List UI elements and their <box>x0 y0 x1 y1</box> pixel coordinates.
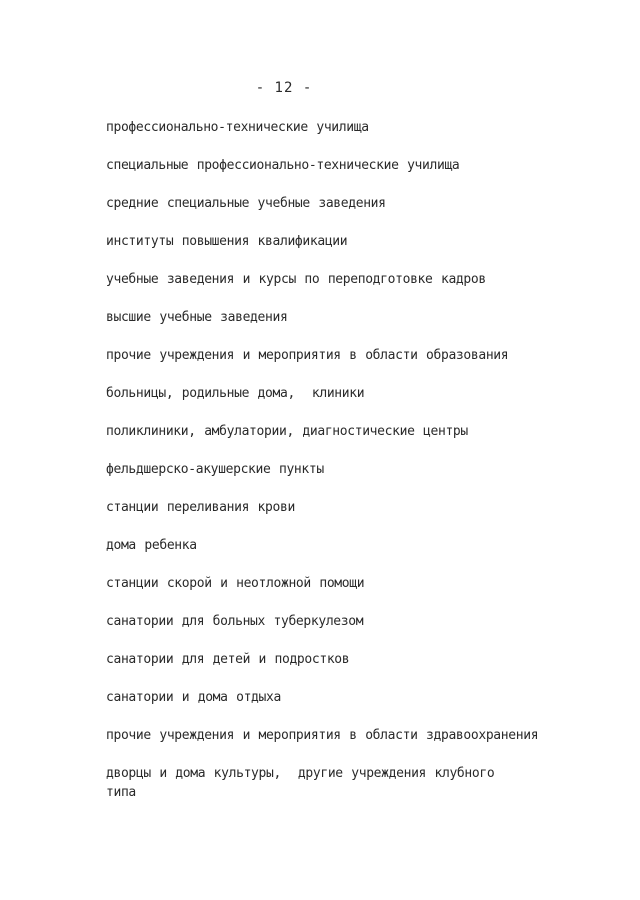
list-item: станции переливания крови <box>106 500 295 515</box>
list-item: больницы, родильные дома, клиники <box>106 386 365 401</box>
list-item: высшие учебные заведения <box>106 310 288 325</box>
page-number: - 12 - <box>255 80 313 96</box>
list-item: санатории для больных туберкулезом <box>106 614 364 629</box>
list-item: санатории и дома отдыха <box>106 690 281 705</box>
list-item: профессионально-технические училища <box>106 120 369 135</box>
list-item: санатории для детей и подростков <box>106 652 350 667</box>
list-item: институты повышения квалификации <box>106 234 348 249</box>
list-item: средние специальные учебные заведения <box>106 196 386 211</box>
list-item: прочие учреждения и мероприятия в области здравоохранения <box>106 728 539 743</box>
list-item: прочие учреждения и мероприятия в области образования <box>106 348 509 363</box>
list-item: учебные заведения и курсы по переподготовке кадров <box>106 272 486 287</box>
list-item: станции скорой и неотложной помощи <box>106 576 365 591</box>
institution-list <box>106 118 556 821</box>
list-item: дома ребенка <box>106 538 197 553</box>
list-item: фельдшерско-акушерские пункты <box>106 462 324 477</box>
list-item: поликлиники, амбулатории, диагностические центры <box>106 424 468 439</box>
list-item: дворцы и дома культуры, другие учреждения клубного типа <box>106 766 503 800</box>
list-item: специальные профессионально-технические училища <box>106 158 460 173</box>
